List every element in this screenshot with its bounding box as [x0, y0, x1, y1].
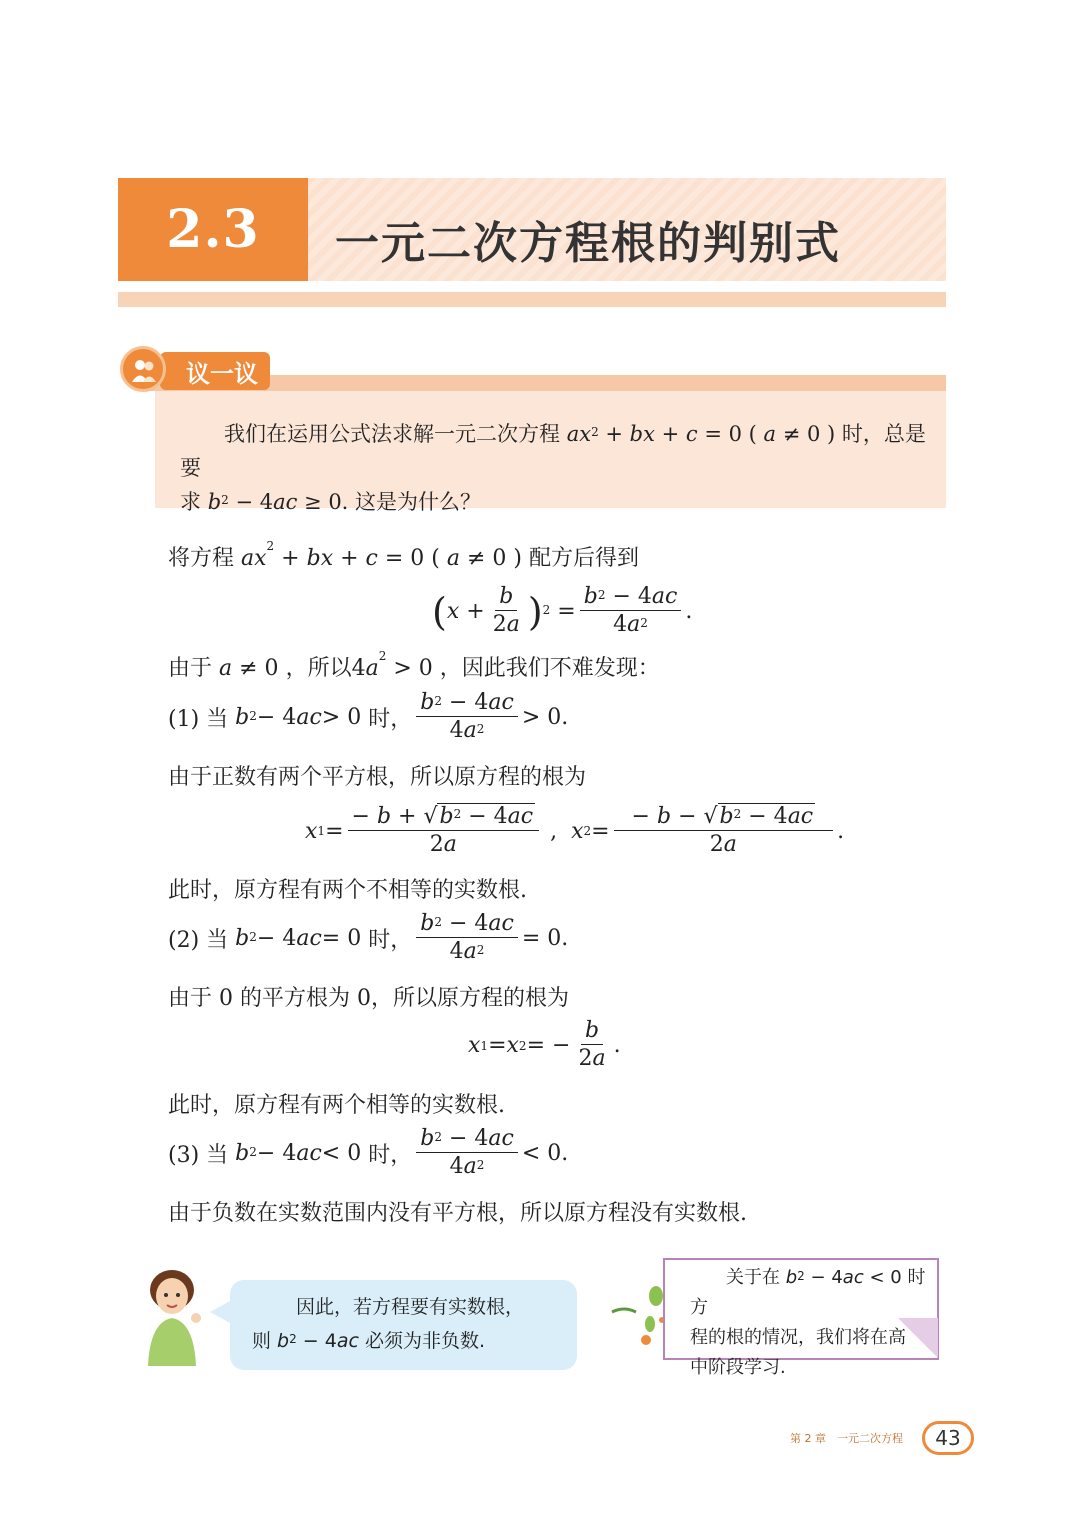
footer-chapter: 第 2 章 一元二次方程 [790, 1432, 903, 1445]
body-para-4: 此时，原方程有两个不相等的实数根. [168, 878, 527, 903]
body-para-2: 由于 a ≠ 0 ，所以$4a^2 > 0$ ，因此我们不难发现： [168, 649, 660, 681]
body-para-3: 由于正数有两个平方根，所以原方程的根为 [168, 765, 587, 790]
header-divider [118, 292, 946, 307]
teacher-illustration [140, 1268, 210, 1366]
speech-bubble-left-text: 因此，若方程要有实数根， 则 $b^2 - 4ac$ 必须为非负数. [252, 1296, 525, 1352]
body-para-1: 将方程 $ax^2$ + bx + c = 0 ( a ≠ 0 ) 配方后得到 [168, 539, 639, 571]
body-para-6: 此时，原方程有两个相等的实数根. [168, 1093, 505, 1118]
bubble-left-tail [210, 1300, 232, 1324]
section-title: 一元二次方程根的判别式 [335, 218, 841, 269]
body-para-7: 由于负数在实数范围内没有平方根，所以原方程没有实数根. [168, 1201, 747, 1226]
body-para-5: 由于 0 的平方根为 0，所以原方程的根为 [168, 986, 569, 1011]
discuss-text: 我们在运用公式法求解一元二次方程 $ax^2$ + bx + c = 0 ( a ≠ 0 ) 时，总是要 求 $b^2 - 4ac \ge 0$. 这是为什么？ [180, 422, 926, 514]
completed-square-equation: ( x + $\frac{b}{2a}$ ) $^2$ = $\frac{b^2 - 4ac}{4a^2}$ . [432, 584, 693, 637]
case-2: (2) 当 b $^2$ − 4 ac = 0 时， $\frac{b^2 - 4ac}{4a^2}$ = 0. [168, 911, 569, 964]
double-root-formula: x 1 = x 2 = − $\frac{b}{2a}$ . [468, 1018, 621, 1071]
case-3: (3) 当 b $^2$ − 4 ac < 0 时， $\frac{b^2 - 4ac}{4a^2}$ < 0. [168, 1126, 569, 1179]
plant-illustration [606, 1282, 666, 1348]
discuss-tab [160, 352, 270, 390]
note-text: 关于在 $b^2 - 4ac < 0$ 时方 程的根的情况，我们将在高 中阶段学习. [690, 1267, 926, 1378]
roots-formula: x 1 = $\frac{- b + √b^2 - 4ac}{2a}$ , x 2 = $\frac{- b - √b^2 - 4ac}{2a}$ . [305, 804, 845, 857]
case-1: (1) 当 b $^2$ − 4 ac > 0 时， $\frac{b^2 - 4ac}{4a^2}$ > 0. [168, 690, 569, 743]
discuss-label: 议一议 [186, 359, 258, 388]
page-number: 43 [922, 1421, 974, 1455]
people-icon [120, 346, 166, 392]
section-number: 2.3 [118, 178, 308, 281]
